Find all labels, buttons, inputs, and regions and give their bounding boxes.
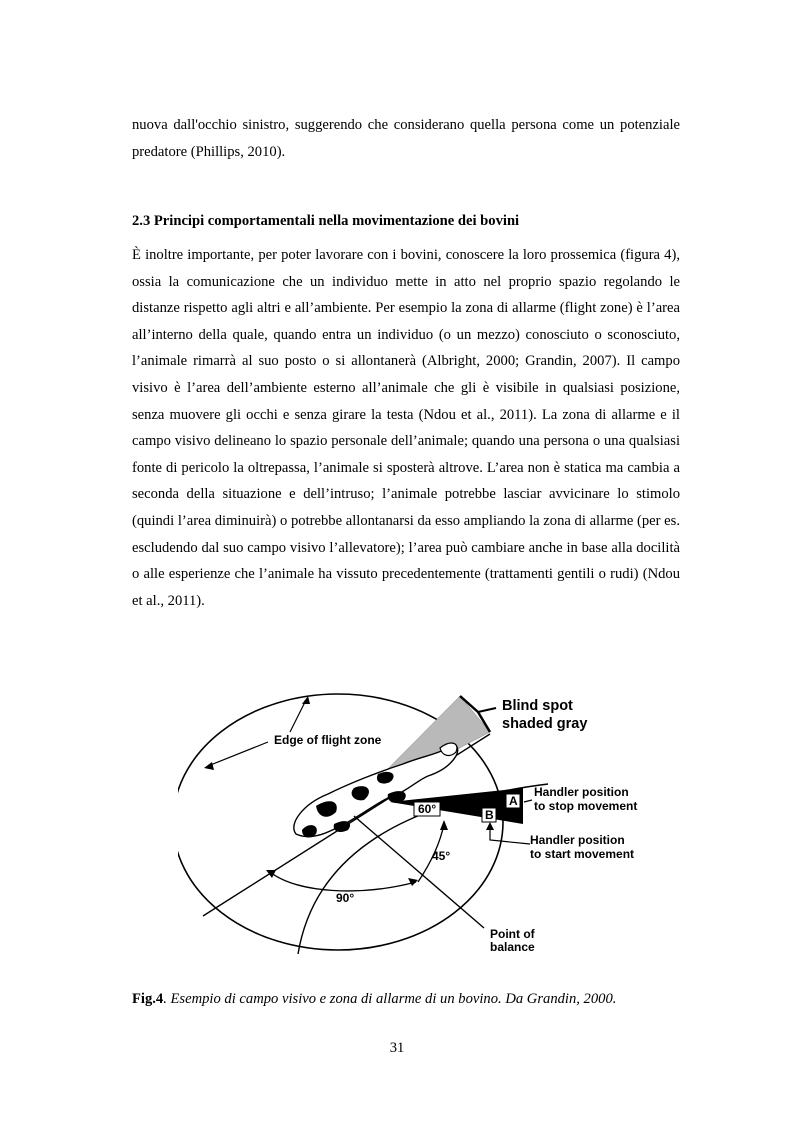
cow-silhouette xyxy=(294,743,458,837)
edge-arrow-left xyxy=(208,742,268,766)
handler-start-arrowhead xyxy=(486,822,494,830)
blind-spot-label-line1: Blind spot xyxy=(502,698,573,714)
angle-60-label: 60° xyxy=(418,802,437,816)
flight-zone-figure xyxy=(178,684,652,958)
angle-90-arrowhead-left xyxy=(266,870,276,878)
angle-90-arrowhead-right xyxy=(408,878,418,886)
blind-spot-bracket-tick xyxy=(478,708,496,712)
point-of-balance-label-line2: balance xyxy=(490,940,535,954)
handler-stop-label-line1: Handler position xyxy=(534,785,629,799)
figure-caption xyxy=(132,988,692,1010)
caption-label: Fig.4 xyxy=(132,991,164,1007)
edge-of-flight-zone-label: Edge of flight zone xyxy=(274,733,382,747)
edge-arrowhead-left xyxy=(204,762,214,770)
handler-start-label-line1: Handler position xyxy=(530,833,625,847)
handler-wedge xyxy=(390,788,523,824)
handler-stop-label-line2: to stop movement xyxy=(534,799,638,813)
angle-45-arrowhead xyxy=(440,820,448,830)
angle-45-label: 45° xyxy=(432,849,451,863)
caption-text: . Esempio di campo visivo e zona di allarme di un bovino. Da Grandin, 2000. xyxy=(163,991,617,1007)
handler-start-label-line2: to start movement xyxy=(530,847,635,861)
handler-stop-pointer xyxy=(524,800,532,802)
flight-zone-diagram xyxy=(178,684,652,958)
point-of-balance-label-line1: Point of xyxy=(490,927,535,941)
blind-spot-label-line2: shaded gray xyxy=(502,716,588,732)
point-a-label: A xyxy=(509,794,518,808)
point-b-label: B xyxy=(485,808,494,822)
point-of-balance-line xyxy=(354,816,484,928)
paragraph-continued: nuova dall'occhio sinistro, suggerendo che considerano quella persona come un potenziale predatore (Phillips, 2010). xyxy=(132,117,680,160)
handler-start-pointer xyxy=(490,824,530,844)
section-heading: 2.3 Principi comportamentali nella movimentazione dei bovini xyxy=(132,213,520,229)
paragraph-main: È inoltre importante, per poter lavorare con i bovini, conoscere la loro prossemica (figura 4), ossia la comunicazione che un individuo mette in atto nel proprio spazio regolando le distanze rispetto agli altri e all’ambiente. Per esempio la zona di allarme (flight zone) è l’area all’interno della quale, quando entra un individuo (o un mezzo) conosciuto o sconosciuto, l’animale rimarrà al suo posto o si allontanerà (Albright, 2000; Grandin, 2007). Il campo visivo è l’area dell’ambiente esterno all’animale che gli è visibile in qualsiasi posizione, senza muovere gli occhi e senza girare la testa (Ndou et al., 2011). La zona di allarme e il campo visivo delineano lo spazio personale dell’animale; quando una persona o una qualsiasi fonte di pericolo la oltrepassa, l’animale si sposterà altrove. L’area non è statica ma cambia a seconda della situazione e dell’intruso; l’animale potrebbe lasciar avvicinare lo stimolo (quindi l’area diminuirà) o potrebbe allontanarsi da esso ampliando la zona di allarme (per es. escludendo dal suo campo visivo l’allevatore); l’area può cambiare anche in base alla docilità o alle esperienze che l’animale ha vissuto precedentemente (trattamenti gentili o rudi) (Ndou et al., 2011). xyxy=(132,247,680,609)
angle-90-label: 90° xyxy=(336,891,355,905)
angle-90-arc xyxy=(270,872,416,891)
page-number: 31 xyxy=(389,1040,405,1056)
edge-arrow-up xyxy=(290,700,306,732)
